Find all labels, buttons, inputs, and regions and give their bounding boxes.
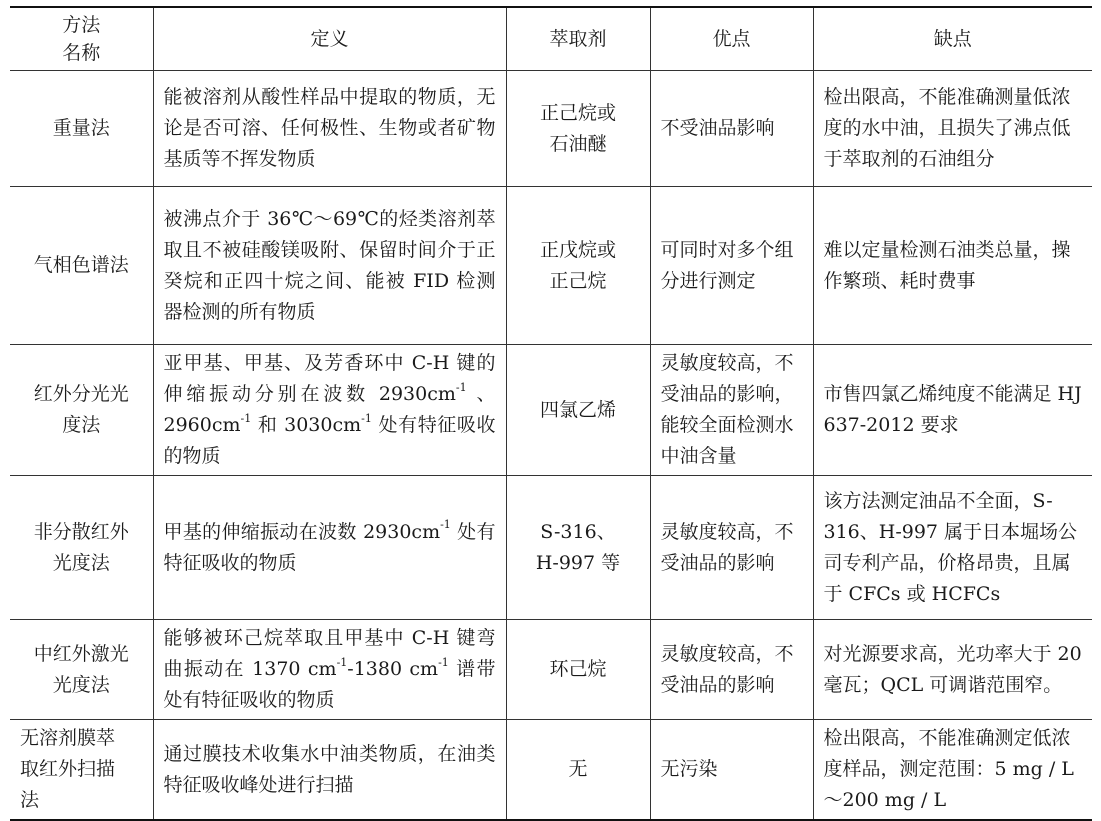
disadvantages-cell: 该方法测定油品不全面，S-316、H-997 属于日本堀场公司专利产品，价格昂贵，且属于 CFCs 或 HCFCs [813,476,1092,620]
definition-text: 和 3030cm [251,414,362,436]
definition-text: 亚甲基、甲基、及芳香环中 C-H 键的伸缩振动分别在波数 2930cm [163,352,496,405]
extractant-cell: 无 [506,720,650,821]
definition-cell [153,620,506,720]
table-row [10,720,1092,821]
disadvantages-cell: 检出限高，不能准确测量低浓度的水中油，且损失了沸点低于萃取剂的石油组分 [813,71,1092,187]
header-method: 方法 名称 [10,7,153,71]
disadvantages-cell: 对光源要求高，光功率大于 20 毫瓦；QCL 可调谐范围窄。 [813,620,1092,720]
definition-cell: 被沸点介于 36℃～69℃的烃类溶剂萃取且不被硅酸镁吸附、保留时间介于正癸烷和正四十烷之间、能被 FID 检测器检测的所有物质 [153,187,506,345]
superscript: -1 [240,411,252,425]
definition-text: 能够被环己烷萃取且甲基中 C-H 键弯曲振动在 1370 cm [163,627,496,680]
header-disadvantages: 缺点 [813,7,1092,71]
definition-cell: 通过膜技术收集水中油类物质，在油类特征吸收峰处进行扫描 [153,720,506,821]
method-name: 中红外激光 光度法 [10,620,153,720]
method-name: 红外分光光 度法 [10,345,153,476]
advantages-cell: 灵敏度较高，不受油品的影响 [650,476,813,620]
extractant-cell: 正戊烷或 正己烷 [506,187,650,345]
extractant-cell: S-316、 H-997 等 [506,476,650,620]
method-name: 无溶剂膜萃 取红外扫描 法 [10,720,153,821]
header-extractant: 萃取剂 [506,7,650,71]
disadvantages-cell: 市售四氯乙烯纯度不能满足 HJ 637-2012 要求 [813,345,1092,476]
definition-text: 、2960cm [163,383,496,436]
table-row [10,476,1092,620]
definition-text: 处有特征吸收的物质 [163,520,496,574]
superscript: -1 [455,380,467,394]
header-row [10,7,1092,71]
header-advantages: 优点 [650,7,813,71]
superscript: -1 [361,411,372,425]
disadvantages-cell: 难以定量检测石油类总量，操作繁琐、耗时费事 [813,187,1092,345]
advantages-cell: 可同时对多个组分进行测定 [650,187,813,345]
definition-cell [153,476,506,620]
advantages-cell: 灵敏度较高，不受油品的影响，能较全面检测水中油含量 [650,345,813,476]
method-name: 非分散红外 光度法 [10,476,153,620]
table-body [10,71,1092,821]
method-name: 重量法 [10,71,153,187]
advantages-cell: 无污染 [650,720,813,821]
superscript: -1 [336,655,348,669]
table-header [10,7,1092,71]
definition-cell: 能被溶剂从酸性样品中提取的物质，无论是否可溶、任何极性、生物或者矿物基质等不挥发物质 [153,71,506,187]
table-row [10,71,1092,187]
table-row [10,345,1092,476]
superscript: -1 [440,518,451,532]
definition-text: -1380 cm [347,658,439,680]
disadvantages-cell: 检出限高，不能准确测定低浓度样品，测定范围：5 mg / L～200 mg / L [813,720,1092,821]
extractant-cell: 正己烷或 石油醚 [506,71,650,187]
comparison-table [10,6,1092,821]
method-name: 气相色谱法 [10,187,153,345]
extractant-cell: 环己烷 [506,620,650,720]
table-row [10,187,1092,345]
extractant-cell: 四氯乙烯 [506,345,650,476]
definition-cell [153,345,506,476]
advantages-cell: 不受油品影响 [650,71,813,187]
table-row [10,620,1092,720]
superscript: -1 [438,655,449,669]
definition-text: 谱带处有特征吸收的物质 [163,658,496,711]
advantages-cell: 灵敏度较高，不受油品的影响 [650,620,813,720]
definition-text: 处有特征吸收的物质 [163,414,496,467]
header-definition: 定义 [153,7,506,71]
definition-text: 甲基的伸缩振动在波数 2930cm [163,520,441,543]
